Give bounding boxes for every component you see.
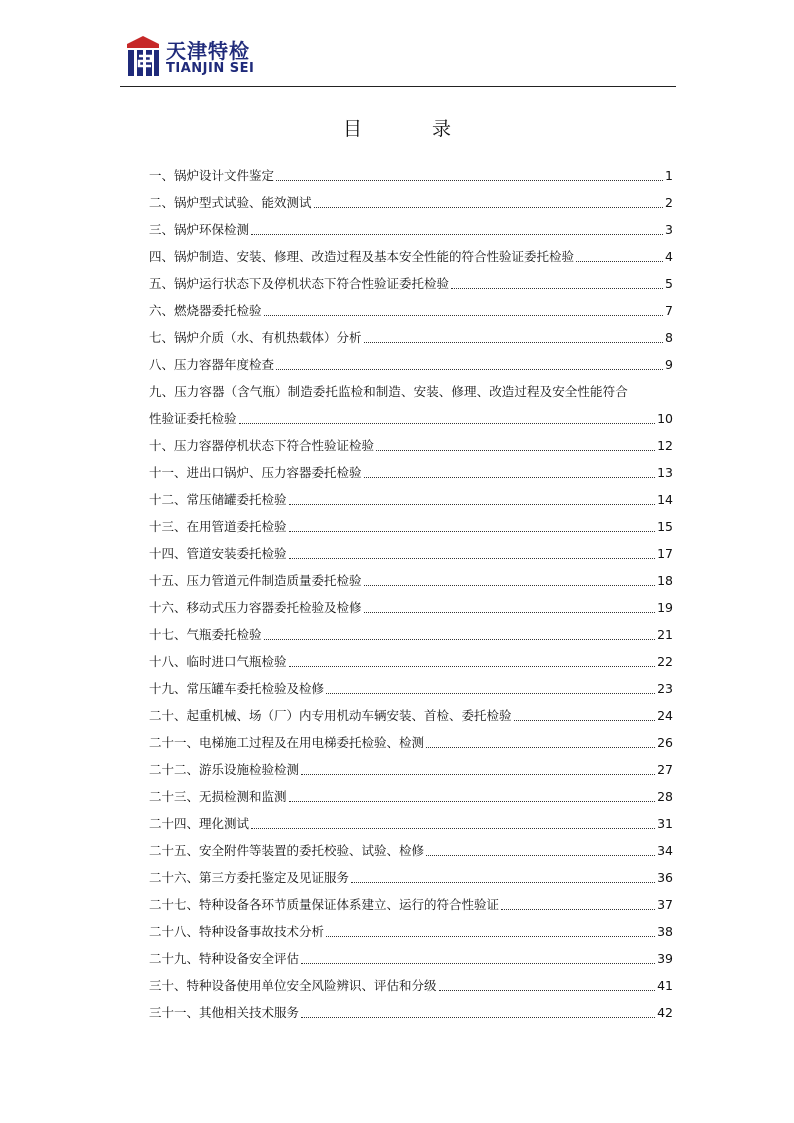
toc-page-number: 19: [657, 600, 673, 615]
toc-entry-label: 八、压力容器年度检查: [149, 357, 275, 372]
dot-leader: [276, 369, 663, 370]
dot-leader: [426, 855, 655, 856]
toc-entry-label: 十九、常压罐车委托检验及检修: [149, 681, 325, 696]
toc-entry-label: 二十九、特种设备安全评估: [149, 951, 300, 966]
toc-entry[interactable]: [149, 513, 673, 540]
dot-leader: [264, 315, 664, 316]
logo-chinese-text: 天津特检: [166, 39, 250, 63]
logo-english-text: TIANJIN SEI: [166, 61, 255, 76]
dot-leader: [451, 288, 663, 289]
toc-page-number: 21: [657, 627, 673, 642]
toc-entry-label: 四、锅炉制造、安装、修理、改造过程及基本安全性能的符合性验证委托检验: [149, 249, 575, 264]
toc-page-number: 18: [657, 573, 673, 588]
dot-leader: [301, 963, 655, 964]
toc-entry-label: 十七、气瓶委托检验: [149, 627, 262, 642]
toc-entry-label: 三十、特种设备使用单位安全风险辨识、评估和分级: [149, 978, 437, 993]
toc-page-number: 41: [657, 978, 673, 993]
toc-page-number: 26: [657, 735, 673, 750]
toc-entry[interactable]: [149, 810, 673, 837]
header-divider: [120, 86, 676, 87]
toc-page-number: 23: [657, 681, 673, 696]
dot-leader: [314, 207, 664, 208]
toc-entry[interactable]: [149, 891, 673, 918]
dot-leader: [251, 234, 663, 235]
toc-entry-label: 二十一、电梯施工过程及在用电梯委托检验、检测: [149, 735, 425, 750]
dot-leader: [364, 585, 656, 586]
toc-entry[interactable]: [149, 648, 673, 675]
toc-page-number: 14: [657, 492, 673, 507]
toc-entry[interactable]: [149, 324, 673, 351]
dot-leader: [301, 1017, 655, 1018]
toc-page-number: 8: [665, 330, 673, 345]
toc-entry-label: 十四、管道安装委托检验: [149, 546, 287, 561]
toc-entry[interactable]: [149, 540, 673, 567]
toc-page-number: 36: [657, 870, 673, 885]
table-of-contents: [149, 162, 673, 1026]
toc-entry-label: 十六、移动式压力容器委托检验及检修: [149, 600, 362, 615]
toc-entry[interactable]: [149, 432, 673, 459]
toc-entry[interactable]: [149, 567, 673, 594]
dot-leader: [276, 180, 663, 181]
toc-page-number: 17: [657, 546, 673, 561]
toc-entry-label: 九、压力容器（含气瓶）制造委托监检和制造、安装、修理、改造过程及安全性能符合: [149, 384, 628, 399]
toc-entry-label: 三、锅炉环保检测: [149, 222, 250, 237]
toc-entry[interactable]: [149, 459, 673, 486]
dot-leader: [239, 423, 656, 424]
toc-entry-label: 二、锅炉型式试验、能效测试: [149, 195, 312, 210]
toc-entry[interactable]: [149, 270, 673, 297]
dot-leader: [326, 936, 655, 937]
toc-page-number: 22: [657, 654, 673, 669]
dot-leader: [301, 774, 655, 775]
toc-entry[interactable]: [149, 162, 673, 189]
toc-entry[interactable]: [149, 675, 673, 702]
toc-entry[interactable]: [149, 999, 673, 1026]
toc-entry-label-continued: 性验证委托检验: [149, 411, 237, 426]
dot-leader: [289, 531, 656, 532]
dot-leader: [289, 801, 656, 802]
toc-entry[interactable]: [149, 783, 673, 810]
toc-entry[interactable]: [149, 756, 673, 783]
dot-leader: [351, 882, 655, 883]
toc-page-number: 27: [657, 762, 673, 777]
toc-page-number: 13: [657, 465, 673, 480]
toc-entry-label: 十五、压力管道元件制造质量委托检验: [149, 573, 362, 588]
toc-page-number: 7: [665, 303, 673, 318]
toc-entry-label: 二十三、无损检测和监测: [149, 789, 287, 804]
toc-entry-label: 六、燃烧器委托检验: [149, 303, 262, 318]
toc-page-number: 9: [665, 357, 673, 372]
dot-leader: [251, 828, 655, 829]
toc-entry[interactable]: [149, 621, 673, 648]
dot-leader: [439, 990, 656, 991]
toc-entry-label: 十一、进出口锅炉、压力容器委托检验: [149, 465, 362, 480]
toc-page-number: 38: [657, 924, 673, 939]
toc-entry-label: 十二、常压储罐委托检验: [149, 492, 287, 507]
toc-page-number: 10: [657, 411, 673, 426]
toc-page-number: 5: [665, 276, 673, 291]
dot-leader: [514, 720, 656, 721]
dot-leader: [364, 342, 664, 343]
toc-page-number: 2: [665, 195, 673, 210]
dot-leader: [326, 693, 655, 694]
dot-leader: [264, 639, 656, 640]
toc-entry-label: 二十二、游乐设施检验检测: [149, 762, 300, 777]
toc-entry[interactable]: [149, 864, 673, 891]
page-header: [120, 28, 676, 86]
toc-entry-label: 二十八、特种设备事故技术分析: [149, 924, 325, 939]
toc-entry-label: 二十四、理化测试: [149, 816, 250, 831]
tianjin-sei-logo-icon: [125, 34, 161, 78]
toc-page-number: 34: [657, 843, 673, 858]
page-title: 目 录: [342, 118, 484, 140]
dot-leader: [376, 450, 655, 451]
toc-entry[interactable]: [149, 918, 673, 945]
dot-leader: [501, 909, 655, 910]
toc-entry-label: 五、锅炉运行状态下及停机状态下符合性验证委托检验: [149, 276, 450, 291]
dot-leader: [364, 477, 656, 478]
toc-entry[interactable]: [149, 351, 673, 378]
toc-entry[interactable]: [149, 702, 673, 729]
toc-page-number: 12: [657, 438, 673, 453]
toc-entry-label: 十三、在用管道委托检验: [149, 519, 287, 534]
toc-entry-label: 一、锅炉设计文件鉴定: [149, 168, 275, 183]
toc-entry[interactable]: [149, 243, 673, 270]
dot-leader: [576, 261, 663, 262]
toc-entry-label: 二十五、安全附件等装置的委托校验、试验、检修: [149, 843, 425, 858]
toc-page-number: 15: [657, 519, 673, 534]
toc-entry-label: 二十七、特种设备各环节质量保证体系建立、运行的符合性验证: [149, 897, 500, 912]
toc-entry[interactable]: [149, 216, 673, 243]
toc-entry-label: 十、压力容器停机状态下符合性验证检验: [149, 438, 375, 453]
toc-entry[interactable]: [149, 972, 673, 999]
toc-page-number: 42: [657, 1005, 673, 1020]
toc-page-number: 3: [665, 222, 673, 237]
dot-leader: [426, 747, 655, 748]
toc-entry[interactable]: [149, 594, 673, 621]
toc-entry[interactable]: [149, 378, 673, 432]
toc-entry[interactable]: [149, 297, 673, 324]
toc-page-number: 39: [657, 951, 673, 966]
toc-entry[interactable]: [149, 486, 673, 513]
toc-entry-label: 二十、起重机械、场（厂）内专用机动车辆安装、首检、委托检验: [149, 708, 512, 723]
dot-leader: [289, 504, 656, 505]
toc-page-number: 1: [665, 168, 673, 183]
toc-entry[interactable]: [149, 729, 673, 756]
toc-page-number: 4: [665, 249, 673, 264]
toc-entry-label: 七、锅炉介质（水、有机热载体）分析: [149, 330, 362, 345]
dot-leader: [289, 558, 656, 559]
dot-leader: [289, 666, 656, 667]
toc-page-number: 37: [657, 897, 673, 912]
toc-entry-label: 十八、临时进口气瓶检验: [149, 654, 287, 669]
toc-entry[interactable]: [149, 945, 673, 972]
toc-entry-label: 三十一、其他相关技术服务: [149, 1005, 300, 1020]
toc-entry[interactable]: [149, 189, 673, 216]
toc-entry[interactable]: [149, 837, 673, 864]
toc-entry-label: 二十六、第三方委托鉴定及见证服务: [149, 870, 350, 885]
dot-leader: [364, 612, 656, 613]
toc-page-number: 28: [657, 789, 673, 804]
toc-page-number: 24: [657, 708, 673, 723]
toc-page-number: 31: [657, 816, 673, 831]
